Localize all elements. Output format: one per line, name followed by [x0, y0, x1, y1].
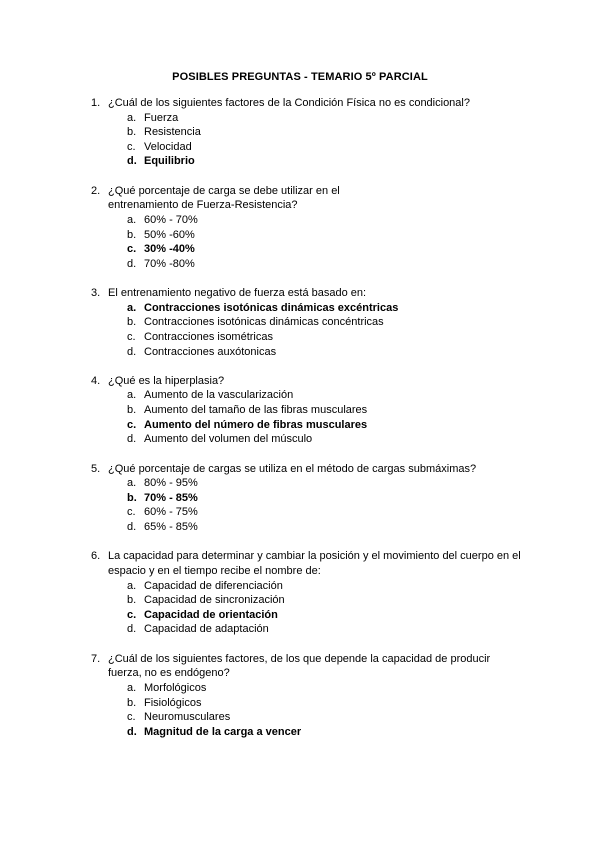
question-text: El entrenamiento negativo de fuerza está basado en:	[108, 287, 367, 300]
option-item	[0, 432, 600, 447]
option-item	[0, 154, 600, 169]
option-letter: b.	[127, 696, 137, 709]
option-item	[0, 228, 600, 243]
option-item	[0, 330, 600, 345]
question-item	[0, 96, 600, 169]
option-text: Aumento de la vascularización	[144, 389, 294, 402]
option-letter: d.	[127, 345, 137, 358]
option-text: Capacidad de adaptación	[144, 623, 269, 636]
option-item	[0, 593, 600, 608]
option-item	[0, 125, 600, 140]
option-text: 50% -60%	[144, 228, 195, 241]
option-list	[0, 213, 600, 271]
question-number: 4.	[91, 374, 101, 387]
question-item	[0, 652, 600, 740]
question-number: 5.	[91, 462, 101, 475]
option-letter: b.	[127, 126, 137, 139]
option-text: 30% -40%	[144, 243, 195, 256]
question-item	[0, 286, 600, 359]
option-letter: b.	[127, 228, 137, 241]
question-text: ¿Qué porcentaje de carga se debe utilizar en el entrenamiento de Fuerza-Resistencia?	[108, 184, 340, 212]
option-item	[0, 579, 600, 594]
option-text: Contracciones isotónicas dinámicas concéntricas	[144, 316, 384, 329]
option-letter: c.	[127, 243, 137, 256]
option-text: Magnitud de la carga a vencer	[144, 725, 302, 738]
option-text: Contracciones isotónicas dinámicas excéntricas	[144, 301, 399, 314]
option-item	[0, 710, 600, 725]
option-letter: a.	[127, 301, 137, 314]
question-text: ¿Qué porcentaje de cargas se utiliza en el método de cargas submáximas?	[108, 462, 477, 475]
option-letter: c.	[127, 506, 136, 519]
question-text: La capacidad para determinar y cambiar la posición y el movimiento del cuerpo en el espacio y en el tiempo recibe el nombre de:	[108, 550, 521, 578]
option-letter: c.	[127, 140, 136, 153]
option-list	[0, 111, 600, 169]
option-letter: b.	[127, 404, 137, 417]
option-text: 80% - 95%	[144, 477, 198, 490]
option-item	[0, 213, 600, 228]
option-text: Aumento del volumen del músculo	[144, 433, 313, 446]
option-letter: c.	[127, 418, 137, 431]
option-letter: a.	[127, 389, 137, 402]
option-text: Contracciones isométricas	[144, 330, 273, 343]
question-number: 6.	[91, 550, 101, 563]
option-letter: c.	[127, 330, 136, 343]
option-item	[0, 315, 600, 330]
option-item	[0, 403, 600, 418]
option-text: Capacidad de sincronización	[144, 594, 285, 607]
option-text: Morfológicos	[144, 681, 207, 694]
option-text: 70% - 85%	[144, 491, 198, 504]
option-letter: d.	[127, 725, 137, 738]
option-letter: b.	[127, 594, 137, 607]
question-number: 3.	[91, 287, 101, 300]
option-item	[0, 418, 600, 433]
question-item	[0, 374, 600, 447]
question-item	[0, 549, 600, 637]
question-item	[0, 184, 600, 272]
option-letter: b.	[127, 491, 137, 504]
option-text: Contracciones auxótonicas	[144, 345, 277, 358]
option-item	[0, 725, 600, 740]
option-text: 65% - 85%	[144, 521, 198, 534]
option-text: Equilibrio	[144, 155, 195, 168]
option-letter: a.	[127, 213, 137, 226]
option-list	[0, 681, 600, 739]
option-text: Neuromusculares	[144, 711, 231, 724]
question-number: 1.	[91, 97, 101, 109]
question-item	[0, 462, 600, 535]
option-item	[0, 345, 600, 360]
option-item	[0, 111, 600, 126]
option-item	[0, 696, 600, 711]
option-letter: c.	[127, 711, 136, 724]
option-item	[0, 257, 600, 272]
question-text: ¿Cuál de los siguientes factores, de los que depende la capacidad de producir fuerza, no es endógeno?	[108, 652, 491, 680]
option-letter: d.	[127, 257, 137, 270]
option-letter: d.	[127, 623, 137, 636]
option-text: Aumento del número de fibras musculares	[144, 418, 368, 431]
option-list	[0, 476, 600, 534]
question-number: 7.	[91, 652, 101, 665]
option-text: Fisiológicos	[144, 696, 202, 709]
option-letter: a.	[127, 477, 137, 490]
option-item	[0, 301, 600, 316]
option-item	[0, 505, 600, 520]
question-number: 2.	[91, 184, 101, 197]
option-list	[0, 388, 600, 446]
option-text: Fuerza	[144, 111, 179, 124]
option-item	[0, 140, 600, 155]
option-text: Resistencia	[144, 126, 201, 139]
option-text: Velocidad	[144, 140, 192, 153]
option-text: 70% -80%	[144, 257, 195, 270]
option-letter: c.	[127, 608, 137, 621]
option-item	[0, 608, 600, 623]
question-text: ¿Cuál de los siguientes factores de la Condición Física no es condicional?	[108, 97, 470, 109]
option-list	[0, 579, 600, 637]
option-letter: d.	[127, 521, 137, 534]
option-item	[0, 491, 600, 506]
option-text: Capacidad de orientación	[144, 608, 278, 621]
option-item	[0, 242, 600, 257]
option-letter: a.	[127, 579, 137, 592]
question-text: ¿Qué es la hiperplasia?	[108, 374, 225, 387]
option-text: Aumento del tamaño de las fibras musculares	[144, 404, 368, 417]
option-item	[0, 622, 600, 637]
option-item	[0, 388, 600, 403]
option-list	[0, 301, 600, 359]
option-item	[0, 520, 600, 535]
option-letter: b.	[127, 316, 137, 329]
question-list	[0, 96, 600, 754]
option-letter: d.	[127, 433, 137, 446]
option-text: 60% - 70%	[144, 213, 198, 226]
option-text: Capacidad de diferenciación	[144, 579, 283, 592]
option-text: 60% - 75%	[144, 506, 198, 519]
option-letter: a.	[127, 681, 137, 694]
option-letter: d.	[127, 155, 137, 168]
option-item	[0, 476, 600, 491]
option-letter: a.	[127, 111, 137, 124]
document-title: POSIBLES PREGUNTAS - TEMARIO 5º PARCIAL	[172, 71, 428, 83]
option-item	[0, 681, 600, 696]
